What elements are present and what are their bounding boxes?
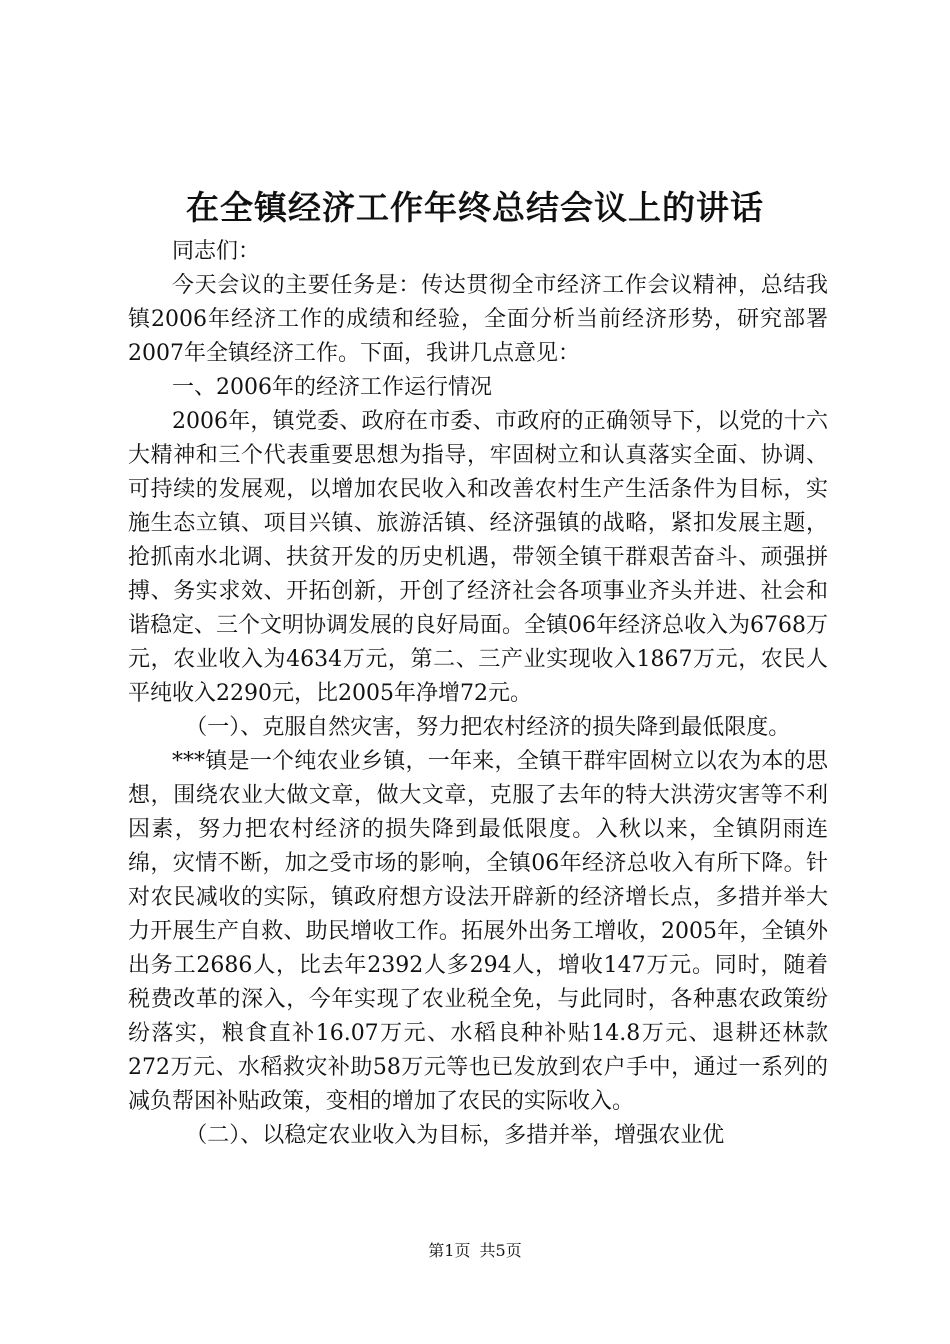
salutation-paragraph: 同志们：: [172, 239, 261, 264]
intro-paragraph: 今天会议的主要任务是：传达贯彻全市经济工作会议精神，总结我镇2006年经济工作的成绩和经验，全面分析当前经济形势，研究部署2007年全镇经济工作。下面，我讲几点意见：: [128, 273, 828, 366]
page-footer: [0, 1240, 950, 1262]
document-title: 在全镇经济工作年终总结会议上的讲话: [186, 188, 764, 227]
page-total: 共5页: [479, 1241, 522, 1260]
section-heading-1: 一、2006年的经济工作运行情况: [172, 375, 492, 400]
document-body: [128, 235, 828, 1153]
subsection-1-paragraph: ***镇是一个纯农业乡镇，一年来，全镇干群牢固树立以农为本的思想，围绕农业大做文章，做大文章，克服了去年的特大洪涝灾害等不利因素，努力把农村经济的损失降到最低限度。入秋以来，全镇阴雨连绵，灾情不断，加之受市场的影响，全镇06年经济总收入有所下降。针对农民减收的实际，镇政府想方设法开辟新的经济增长点，多措并举大力开展生产自救、助民增收工作。拓展外出务工增收，2005年，全镇外出务工2686人，比去年2392人多294人，增收147万元。同时，随着税费改革的深入，今年实现了农业税全免，与此同时，各种惠农政策纷纷落实，粮食直补16.07万元、水稻良种补贴14.8万元、退耕还林款272万元、水稻救灾补助58万元等也已发放到农户手中，通过一系列的减负帮困补贴政策，变相的增加了农民的实际收入。: [128, 749, 828, 1114]
subsection-heading-2: （二）、以稳定农业收入为目标，多措并举，增强农业优: [185, 1123, 725, 1148]
subsection-heading-1: （一）、克服自然灾害，努力把农村经济的损失降到最低限度。: [185, 715, 791, 740]
page-number: 第1页: [428, 1241, 471, 1260]
overview-paragraph: 2006年，镇党委、政府在市委、市政府的正确领导下，以党的十六大精神和三个代表重要思想为指导，牢固树立和认真落实全面、协调、可持续的发展观，以增加农民收入和改善农村生产生活条件为目标，实施生态立镇、项目兴镇、旅游活镇、经济强镇的战略，紧扣发展主题，抢抓南水北调、扶贫开发的历史机遇，带领全镇干群艰苦奋斗、顽强拼搏、务实求效、开拓创新，开创了经济社会各项事业齐头并进、社会和谐稳定、三个文明协调发展的良好局面。全镇06年经济总收入为6768万元，农业收入为4634万元，第二、三产业实现收入1867万元，农民人平纯收入2290元，比2005年净增72元。: [128, 409, 828, 706]
